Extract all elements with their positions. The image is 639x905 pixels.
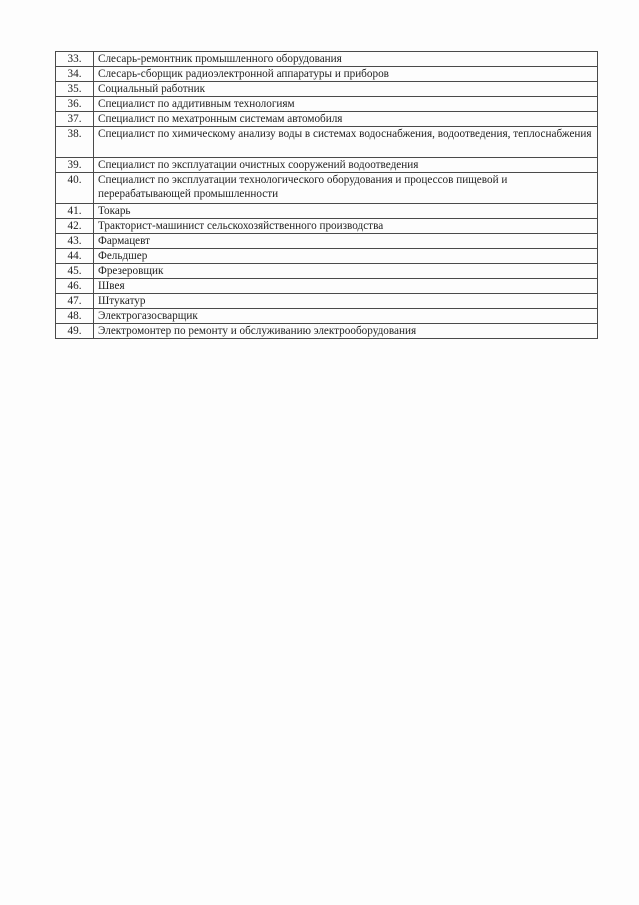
row-number: 46. [56,279,94,294]
table-row [56,324,598,339]
profession-name: Специалист по мехатронным системам автомобиля [94,112,598,127]
profession-name: Специалист по аддитивным технологиям [94,97,598,112]
profession-name: Социальный работник [94,82,598,97]
profession-name: Электрогазосварщик [94,309,598,324]
table-row [56,67,598,82]
profession-name: Токарь [94,204,598,219]
row-number: 38. [56,127,94,158]
profession-name: Слесарь-ремонтник промышленного оборудования [94,52,598,67]
row-number: 37. [56,112,94,127]
profession-name: Тракторист-машинист сельскохозяйственного производства [94,219,598,234]
row-number: 44. [56,249,94,264]
table-row [56,173,598,204]
row-number: 39. [56,158,94,173]
row-number: 48. [56,309,94,324]
profession-name: Слесарь-сборщик радиоэлектронной аппаратуры и приборов [94,67,598,82]
row-number: 42. [56,219,94,234]
profession-name: Штукатур [94,294,598,309]
row-number: 47. [56,294,94,309]
table-row [56,52,598,67]
table-row [56,264,598,279]
professions-table [55,51,598,339]
profession-name: Специалист по эксплуатации очистных сооружений водоотведения [94,158,598,173]
profession-name: Фельдшер [94,249,598,264]
row-number: 41. [56,204,94,219]
profession-name: Специалист по химическому анализу воды в системах водоснабжения, водоотведения, теплоснабжения [94,127,598,158]
table-row [56,82,598,97]
table-row [56,204,598,219]
profession-name: Фармацевт [94,234,598,249]
row-number: 49. [56,324,94,339]
profession-name: Специалист по эксплуатации технологического оборудования и процессов пищевой и перерабатывающей промышленности [94,173,598,204]
table-row [56,97,598,112]
table-row [56,309,598,324]
profession-name: Электромонтер по ремонту и обслуживанию электрооборудования [94,324,598,339]
row-number: 36. [56,97,94,112]
table-row [56,219,598,234]
table-row [56,158,598,173]
row-number: 34. [56,67,94,82]
table-row [56,279,598,294]
row-number: 43. [56,234,94,249]
profession-name: Швея [94,279,598,294]
table-row [56,294,598,309]
profession-name: Фрезеровщик [94,264,598,279]
row-number: 45. [56,264,94,279]
table-row [56,249,598,264]
table-row [56,127,598,158]
table-row [56,112,598,127]
row-number: 35. [56,82,94,97]
row-number: 33. [56,52,94,67]
row-number: 40. [56,173,94,204]
table-row [56,234,598,249]
